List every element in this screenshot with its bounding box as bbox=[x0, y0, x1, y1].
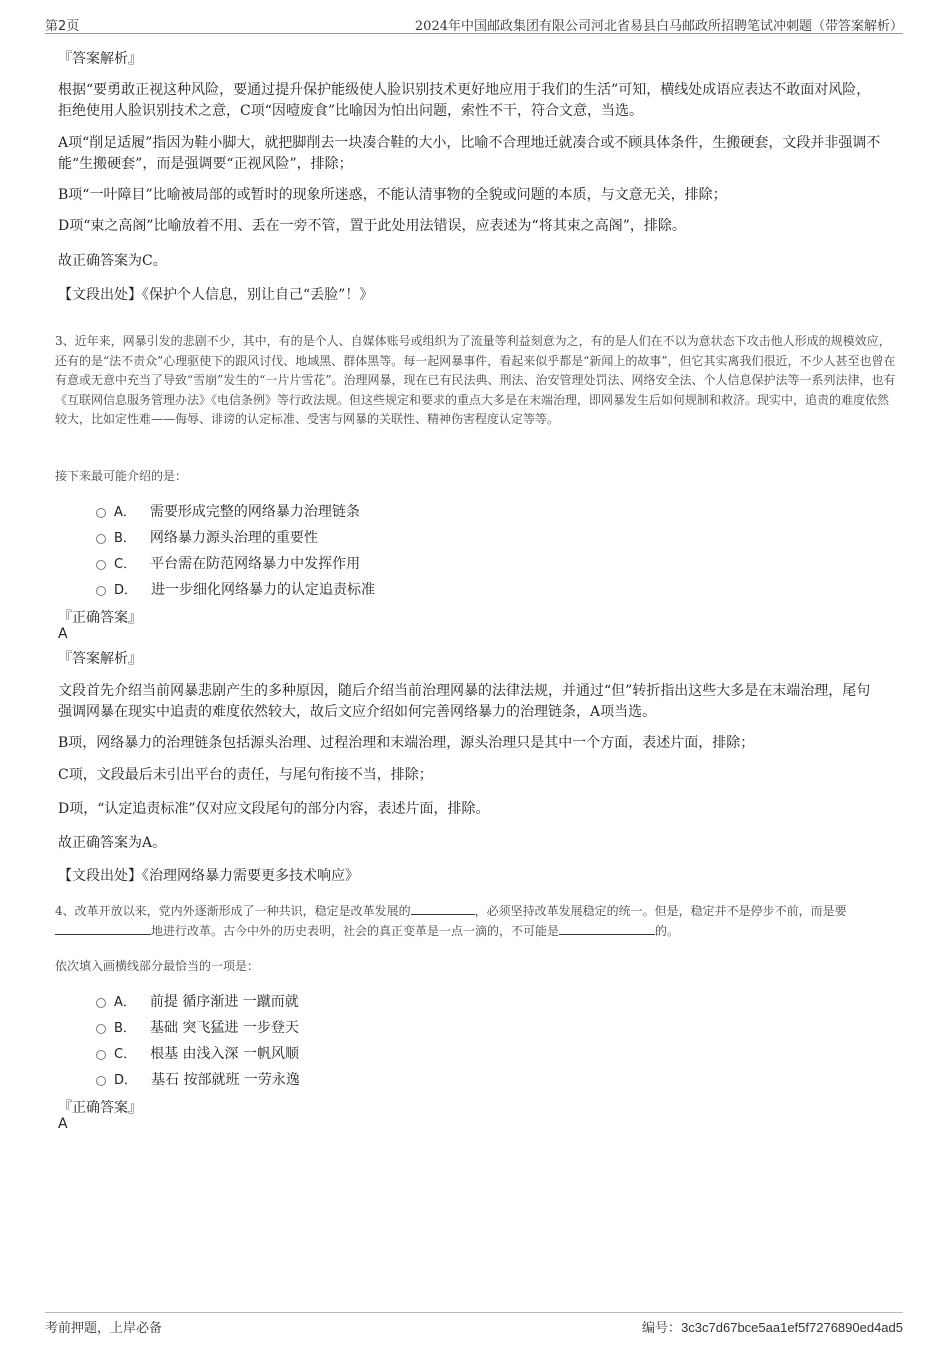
option-c[interactable]: C． 平台需在防范网络暴力中发挥作用 bbox=[96, 553, 360, 575]
radio-button-icon[interactable] bbox=[96, 1076, 106, 1086]
radio-button-icon[interactable] bbox=[96, 508, 106, 518]
document-title: 2024年中国邮政集团有限公司河北省易县白马邮政所招聘笔试冲刺题（带答案解析） bbox=[414, 19, 903, 34]
analysis-paragraph: 文段首先介绍当前网暴悲剧产生的多种原因，随后介绍当前治理网暴的法律法规，并通过“但”转折指出这些大多是在末端治理，尾句强调网暴在现实中追责的难度依然较大，故后文应介绍如何完善网络暴力的治理链条，A项当选。 bbox=[58, 683, 871, 720]
option-b[interactable]: B． 基础 突飞猛进 一步登天 bbox=[96, 1017, 299, 1039]
analysis-label: 『答案解析』 bbox=[58, 51, 142, 67]
page-header bbox=[45, 13, 903, 34]
option-a[interactable]: A． 前提 循序渐进 一蹴而就 bbox=[96, 991, 299, 1013]
analysis-paragraph: B项，网络暴力的治理链条包括源头治理、过程治理和末端治理，源头治理只是其中一个方面，表述片面，排除； bbox=[58, 735, 755, 751]
fill-blank-1 bbox=[411, 902, 475, 915]
question-stem: 3、近年来，网暴引发的悲剧不少，其中，有的是个人、自媒体账号或组织为了流量等利益刻意为之，有的是人们在不以为意状态下攻击他人形成的规模效应，还有的是“法不责众”心理驱使下的跟风讨伐、地域黑、群体黑等。每一起网暴事件，看起来似乎都是“新闻上的故事”，但它其实离我们很近，不少人甚至也曾在有意或无意中充当了导致“雪崩”发生的“一片片雪花”。治理网暴，现在已有民法典、刑法、治安管理处罚法、网络安全法、个人信息保护法等一系列法律，也有《互联网信息服务管理办法》《电信条例》等行政法规。但这些规定和要求的重点大多是在末端治理，即网暴发生后如何规制和救济。现实中，追责的难度依然较大，比如定性难——侮辱、诽谤的认定标准、受害与网暴的关联性、精神伤害程度认定等等。 bbox=[55, 334, 896, 426]
radio-button-icon[interactable] bbox=[96, 1050, 106, 1060]
question-stem: 4、改革开放以来，党内外逐渐形成了一种共识，稳定是改革发展的 ，必须坚持改革发展稳定的统一。但是，稳定并不是停步不前，而是要地进行改革。古今中外的历史表明，社会的真正变革是一点一滴的，不可能是 的。 bbox=[55, 904, 847, 938]
document-code: 编号：3c3c7d67bce5aa1ef5f7276890ed4ad5 bbox=[642, 1320, 903, 1336]
source-citation: 【文段出处】《治理网络暴力需要更多技术响应》 bbox=[58, 868, 359, 884]
analysis-paragraph: A项“削足适履”指因为鞋小脚大，就把脚削去一块凑合鞋的大小，比喻不合理地迁就凑合或不顾具体条件，生搬硬套，文段并非强调不能“生搬硬套”，而是强调要“正视风险”，排除； bbox=[58, 135, 881, 172]
analysis-paragraph: B项“一叶障目”比喻被局部的或暂时的现象所迷惑，不能认清事物的全貌或问题的本质，与文意无关，排除； bbox=[58, 187, 727, 203]
option-d[interactable]: D． 基石 按部就班 一劳永逸 bbox=[96, 1069, 300, 1091]
question-prompt: 依次填入画横线部分最恰当的一项是： bbox=[55, 959, 260, 973]
analysis-paragraph: C项，文段最后未引出平台的责任，与尾句衔接不当，排除； bbox=[58, 767, 433, 783]
radio-button-icon[interactable] bbox=[96, 1024, 106, 1034]
analysis-paragraph: D项，“认定追责标准”仅对应文段尾句的部分内容，表述片面，排除。 bbox=[58, 801, 490, 817]
analysis-paragraph: D项“束之高阁”比喻放着不用、丢在一旁不管，置于此处用法错误，应表述为“将其束之高阁”，排除。 bbox=[58, 218, 686, 234]
footer-slogan: 考前押题，上岸必备 bbox=[45, 1321, 163, 1336]
option-a[interactable]: A． 需要形成完整的网络暴力治理链条 bbox=[96, 501, 360, 523]
correct-answer-label: 『正确答案』 bbox=[58, 610, 142, 626]
radio-button-icon[interactable] bbox=[96, 998, 106, 1008]
answer-conclusion: 故正确答案为C。 bbox=[58, 253, 167, 269]
correct-answer-label: 『正确答案』 bbox=[58, 1100, 142, 1116]
radio-button-icon[interactable] bbox=[96, 560, 106, 570]
correct-answer: A bbox=[58, 1116, 68, 1132]
page-footer bbox=[45, 1312, 903, 1335]
page-number: 第2页 bbox=[45, 19, 80, 34]
fill-blank-3 bbox=[559, 922, 655, 935]
correct-answer: A bbox=[58, 626, 68, 642]
option-b[interactable]: B． 网络暴力源头治理的重要性 bbox=[96, 527, 318, 549]
analysis-label: 『答案解析』 bbox=[58, 651, 142, 667]
radio-button-icon[interactable] bbox=[96, 534, 106, 544]
source-citation: 【文段出处】《保护个人信息，别让自己“丢脸”！》 bbox=[58, 287, 374, 303]
option-d[interactable]: D． 进一步细化网络暴力的认定追责标准 bbox=[96, 579, 375, 601]
radio-button-icon[interactable] bbox=[96, 586, 106, 596]
fill-blank-2 bbox=[55, 922, 151, 935]
answer-conclusion: 故正确答案为A。 bbox=[58, 835, 167, 851]
analysis-paragraph: 根据“要勇敢正视这种风险，要通过提升保护能级使人脸识别技术更好地应用于我们的生活”可知，横线处成语应表达不敢面对风险，拒绝使用人脸识别技术之意，C项“因噎废食”比喻因为怕出问题，索性不干，符合文意，当选。 bbox=[58, 82, 871, 119]
option-c[interactable]: C． 根基 由浅入深 一帆风顺 bbox=[96, 1043, 299, 1065]
question-prompt: 接下来最可能介绍的是： bbox=[55, 469, 188, 483]
